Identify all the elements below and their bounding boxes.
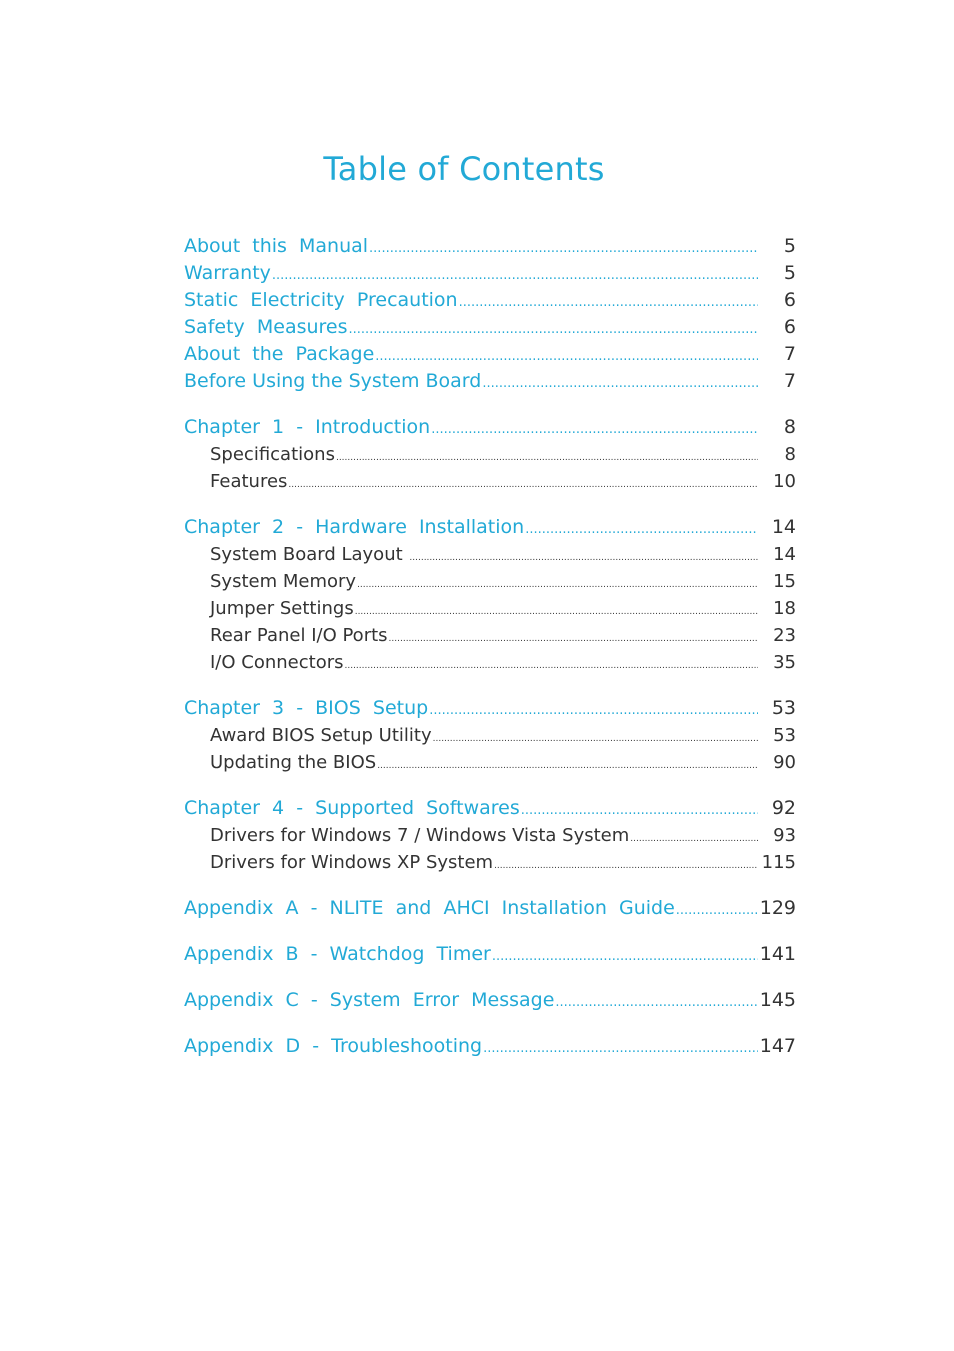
toc-section [184, 795, 796, 876]
dot-leader [630, 826, 758, 853]
dot-leader [521, 797, 758, 824]
toc-entry[interactable] [184, 341, 796, 368]
toc-entry-label: Features [210, 471, 288, 492]
toc-entry[interactable] [184, 695, 796, 722]
toc-page-number: 5 [783, 262, 796, 284]
page-title: Table of Contents [323, 150, 605, 188]
toc-entry[interactable] [184, 1033, 796, 1060]
toc-entry-label: Static Electricity Precaution [184, 289, 458, 311]
toc-section [184, 987, 796, 1014]
dot-leader [494, 853, 758, 880]
dot-leader [389, 626, 758, 653]
toc-entry-label: I/O Connectors [210, 652, 344, 673]
toc-subentry[interactable] [184, 568, 796, 595]
toc-page-number: 6 [783, 316, 796, 338]
toc-page-number: 53 [771, 697, 796, 719]
toc-page-number: 18 [773, 598, 796, 619]
table-of-contents [184, 233, 796, 1079]
toc-subentry[interactable] [184, 441, 796, 468]
toc-page-number: 10 [773, 471, 796, 492]
toc-entry-label: Warranty [184, 262, 271, 284]
toc-page-number: 7 [783, 343, 796, 365]
dot-leader [483, 1035, 758, 1062]
dot-leader [349, 316, 758, 343]
toc-entry[interactable] [184, 260, 796, 287]
dot-leader [555, 989, 758, 1016]
toc-entry[interactable] [184, 414, 796, 441]
toc-entry-label: System Board Layout [210, 544, 409, 565]
toc-entry-label: Appendix A - NLITE and AHCI Installation Guide [184, 897, 675, 919]
dot-leader [409, 545, 758, 572]
dot-leader [433, 726, 758, 753]
toc-entry[interactable] [184, 514, 796, 541]
toc-entry-label: Chapter 1 - Introduction [184, 416, 431, 438]
toc-entry[interactable] [184, 287, 796, 314]
toc-page-number: 14 [771, 516, 796, 538]
toc-entry-label: Appendix B - Watchdog Timer [184, 943, 491, 965]
toc-entry-label: Jumper Settings [210, 598, 354, 619]
toc-page-number: 147 [759, 1035, 796, 1057]
toc-subentry[interactable] [184, 541, 796, 568]
toc-subentry[interactable] [184, 468, 796, 495]
toc-entry[interactable] [184, 987, 796, 1014]
toc-section [184, 414, 796, 495]
toc-subentry[interactable] [184, 622, 796, 649]
toc-page-number: 129 [759, 897, 796, 919]
toc-entry-label: Appendix C - System Error Message [184, 989, 555, 1011]
toc-page-number: 145 [759, 989, 796, 1011]
toc-page-number: 53 [773, 725, 796, 746]
toc-subentry[interactable] [184, 649, 796, 676]
toc-subentry[interactable] [184, 849, 796, 876]
toc-entry[interactable] [184, 895, 796, 922]
toc-entry-label: Drivers for Windows XP System [210, 852, 494, 873]
toc-section [184, 233, 796, 395]
toc-entry-label: Chapter 2 - Hardware Installation [184, 516, 525, 538]
toc-entry-label: Specifications [210, 444, 335, 465]
toc-page-number: 8 [783, 416, 796, 438]
toc-page-number: 7 [783, 370, 796, 392]
toc-entry[interactable] [184, 233, 796, 260]
toc-page-number: 8 [784, 444, 796, 465]
dot-leader [336, 445, 758, 472]
dot-leader [676, 897, 758, 924]
toc-subentry[interactable] [184, 822, 796, 849]
toc-page-number: 92 [771, 797, 796, 819]
toc-entry[interactable] [184, 941, 796, 968]
toc-page-number: 6 [783, 289, 796, 311]
dot-leader [288, 472, 758, 499]
toc-page-number: 14 [773, 544, 796, 565]
toc-section [184, 941, 796, 968]
toc-subentry[interactable] [184, 722, 796, 749]
toc-entry-label: Updating the BIOS [210, 752, 377, 773]
toc-page-number: 90 [773, 752, 796, 773]
toc-page-number: 141 [759, 943, 796, 965]
toc-section [184, 1033, 796, 1060]
dot-leader [357, 572, 758, 599]
dot-leader [355, 599, 758, 626]
dot-leader [429, 697, 758, 724]
toc-entry[interactable] [184, 368, 796, 395]
dot-leader [459, 289, 758, 316]
dot-leader [344, 653, 758, 680]
dot-leader [272, 262, 758, 289]
dot-leader [525, 516, 758, 543]
toc-page-number: 23 [773, 625, 796, 646]
toc-entry[interactable] [184, 795, 796, 822]
dot-leader [377, 753, 758, 780]
toc-entry-label: About this Manual [184, 235, 369, 257]
toc-section [184, 514, 796, 676]
toc-page-number: 15 [773, 571, 796, 592]
toc-page-number: 93 [773, 825, 796, 846]
toc-entry-label: Award BIOS Setup Utility [210, 725, 432, 746]
toc-subentry[interactable] [184, 595, 796, 622]
toc-entry-label: Safety Measures [184, 316, 348, 338]
dot-leader [369, 235, 758, 262]
dot-leader [431, 416, 758, 443]
toc-entry-label: Appendix D - Troubleshooting [184, 1035, 483, 1057]
dot-leader [375, 343, 758, 370]
toc-entry-label: Drivers for Windows 7 / Windows Vista System [210, 825, 630, 846]
toc-section [184, 695, 796, 776]
toc-entry[interactable] [184, 314, 796, 341]
toc-entry-label: System Memory [210, 571, 357, 592]
toc-subentry[interactable] [184, 749, 796, 776]
toc-section [184, 895, 796, 922]
toc-page-number: 5 [783, 235, 796, 257]
toc-page-number: 35 [773, 652, 796, 673]
toc-entry-label: About the Package [184, 343, 375, 365]
dot-leader [492, 943, 758, 970]
toc-entry-label: Chapter 3 - BIOS Setup [184, 697, 429, 719]
dot-leader [482, 370, 758, 397]
toc-entry-label: Before Using the System Board [184, 370, 482, 392]
toc-entry-label: Chapter 4 - Supported Softwares [184, 797, 520, 819]
toc-page-number: 115 [761, 852, 796, 873]
toc-entry-label: Rear Panel I/O Ports [210, 625, 388, 646]
